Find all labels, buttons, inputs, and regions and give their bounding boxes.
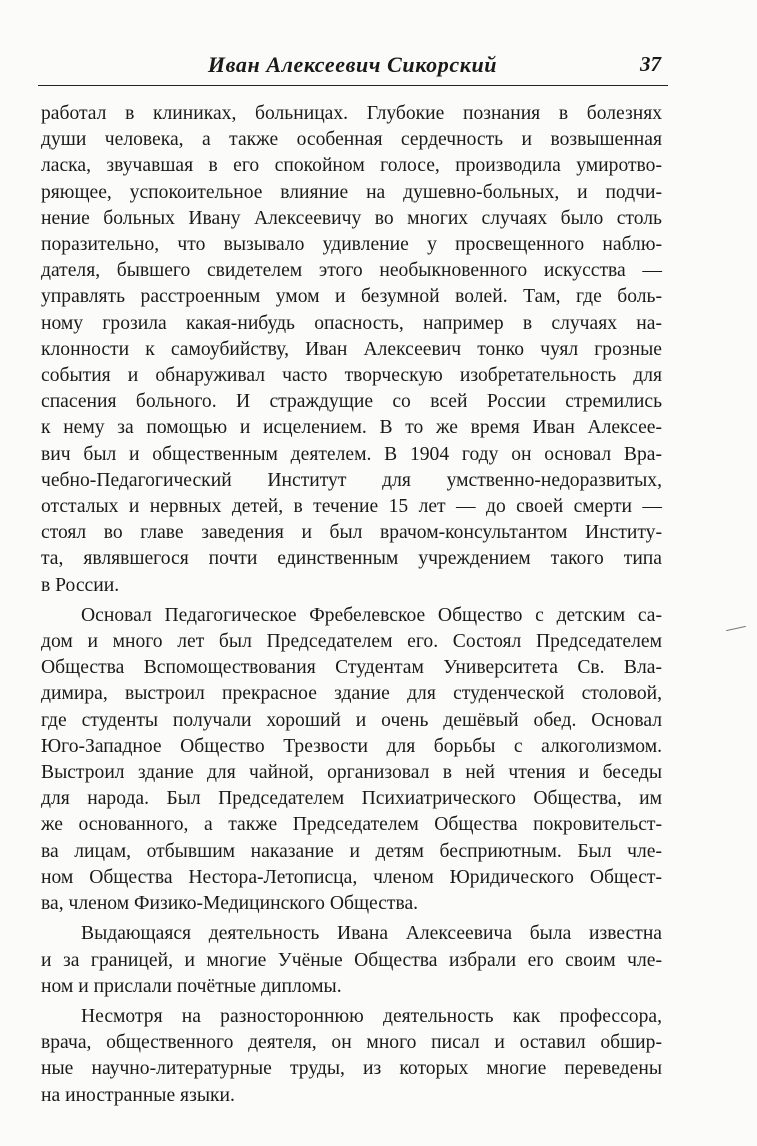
text-line: души человека, а также особенная сердечность и возвышенная — [41, 129, 662, 151]
margin-pencil-mark — [726, 626, 746, 631]
text-line: вич был и общественным деятелем. В 1904 году он основал Вра- — [41, 443, 662, 465]
text-line: управлять расстроенным умом и безумной волей. Там, где боль- — [41, 286, 662, 308]
text-line: ном и прислали почётные дипломы. — [41, 975, 342, 997]
paragraph — [41, 603, 662, 917]
text-line: клонности к самоубийству, Иван Алексеевич тонко чуял грозные — [41, 338, 662, 360]
text-line: димира, выстроил прекрасное здание для студенческой столовой, — [41, 683, 662, 705]
paragraph — [41, 101, 662, 599]
text-line: Выдающаяся деятельность Ивана Алексеевича была известна — [81, 923, 662, 945]
text-line: для народа. Был Председателем Психиатрического Общества, им — [41, 788, 662, 810]
text-line: дателя, бывшего свидетелем этого необыкновенного искусства — — [41, 260, 662, 282]
paragraph — [41, 1004, 662, 1109]
text-line: ном Общества Нестора-Летописца, членом Юридического Общест- — [41, 866, 662, 888]
text-line: нение больных Ивану Алексеевичу во многих случаях было столь — [41, 207, 662, 229]
text-line: поразительно, что вызывало удивление у просвещенного наблю- — [41, 234, 662, 256]
text-line: же основанного, а также Председателем Общества покровительст- — [41, 814, 662, 836]
text-line: ва, членом Физико-Медицинского Общества. — [41, 893, 419, 915]
text-line: где студенты получали хороший и очень дешёвый обед. Основал — [41, 709, 662, 731]
paragraph — [41, 921, 662, 1000]
running-header — [40, 52, 665, 82]
text-line: события и обнаруживал часто творческую изобретательность для — [41, 365, 662, 387]
page-number: 37 — [640, 52, 661, 76]
text-line: ласка, звучавшая в его спокойном голосе, производила умиротво- — [41, 155, 662, 177]
text-line: врача, общественного деятеля, он много писал и оставил обшир- — [41, 1032, 662, 1054]
text-line: Общества Вспомоществования Студентам Университета Св. Вла- — [41, 657, 662, 679]
text-line: к нему за помощью и исцелением. В то же время Иван Алексее- — [41, 417, 662, 439]
text-line: Юго-Западное Общество Трезвости для борьбы с алкоголизмом. — [41, 735, 662, 757]
text-line: Выстроил здание для чайной, организовал в ней чтения и беседы — [41, 762, 662, 784]
text-line: отсталых и нервных детей, в течение 15 лет — до своей смерти — — [41, 496, 662, 518]
text-line: ному грозила какая-нибудь опасность, например в случаях на- — [41, 312, 662, 334]
text-line: Несмотря на разностороннюю деятельность как профессора, — [81, 1005, 662, 1027]
text-line: на иностранные языки. — [41, 1084, 235, 1106]
text-line: в России. — [41, 574, 120, 596]
text-line: ва лицам, отбывшим наказание и детям бесприютным. Был чле- — [41, 840, 662, 862]
text-line: дом и много лет был Председателем его. Состоял Председателем — [41, 631, 662, 653]
body-text — [41, 101, 662, 1109]
text-line: стоял во главе заведения и был врачом-консультантом Институ- — [41, 522, 662, 544]
text-line: и за границей, и многие Учёные Общества избрали его своим чле- — [41, 949, 662, 971]
text-line: работал в клиниках, больницах. Глубокие познания в болезнях — [41, 103, 662, 124]
text-line: та, являвшегося почти единственным учреждением такого типа — [41, 548, 662, 570]
text-line: ряющее, успокоительное влияние на душевно-больных, и подчи- — [41, 181, 662, 203]
text-line: ные научно-литературные труды, из которых многие переведены — [41, 1058, 662, 1080]
text-line: чебно-Педагогический Институт для умственно-недоразвитых, — [41, 469, 662, 491]
header-divider — [38, 85, 668, 86]
text-line: спасения больного. И страждущие со всей России стремились — [41, 391, 662, 413]
text-line: Основал Педагогическое Фребелевское Общество с детским са- — [81, 604, 662, 626]
running-header-title: Иван Алексеевич Сикорский — [207, 52, 498, 77]
